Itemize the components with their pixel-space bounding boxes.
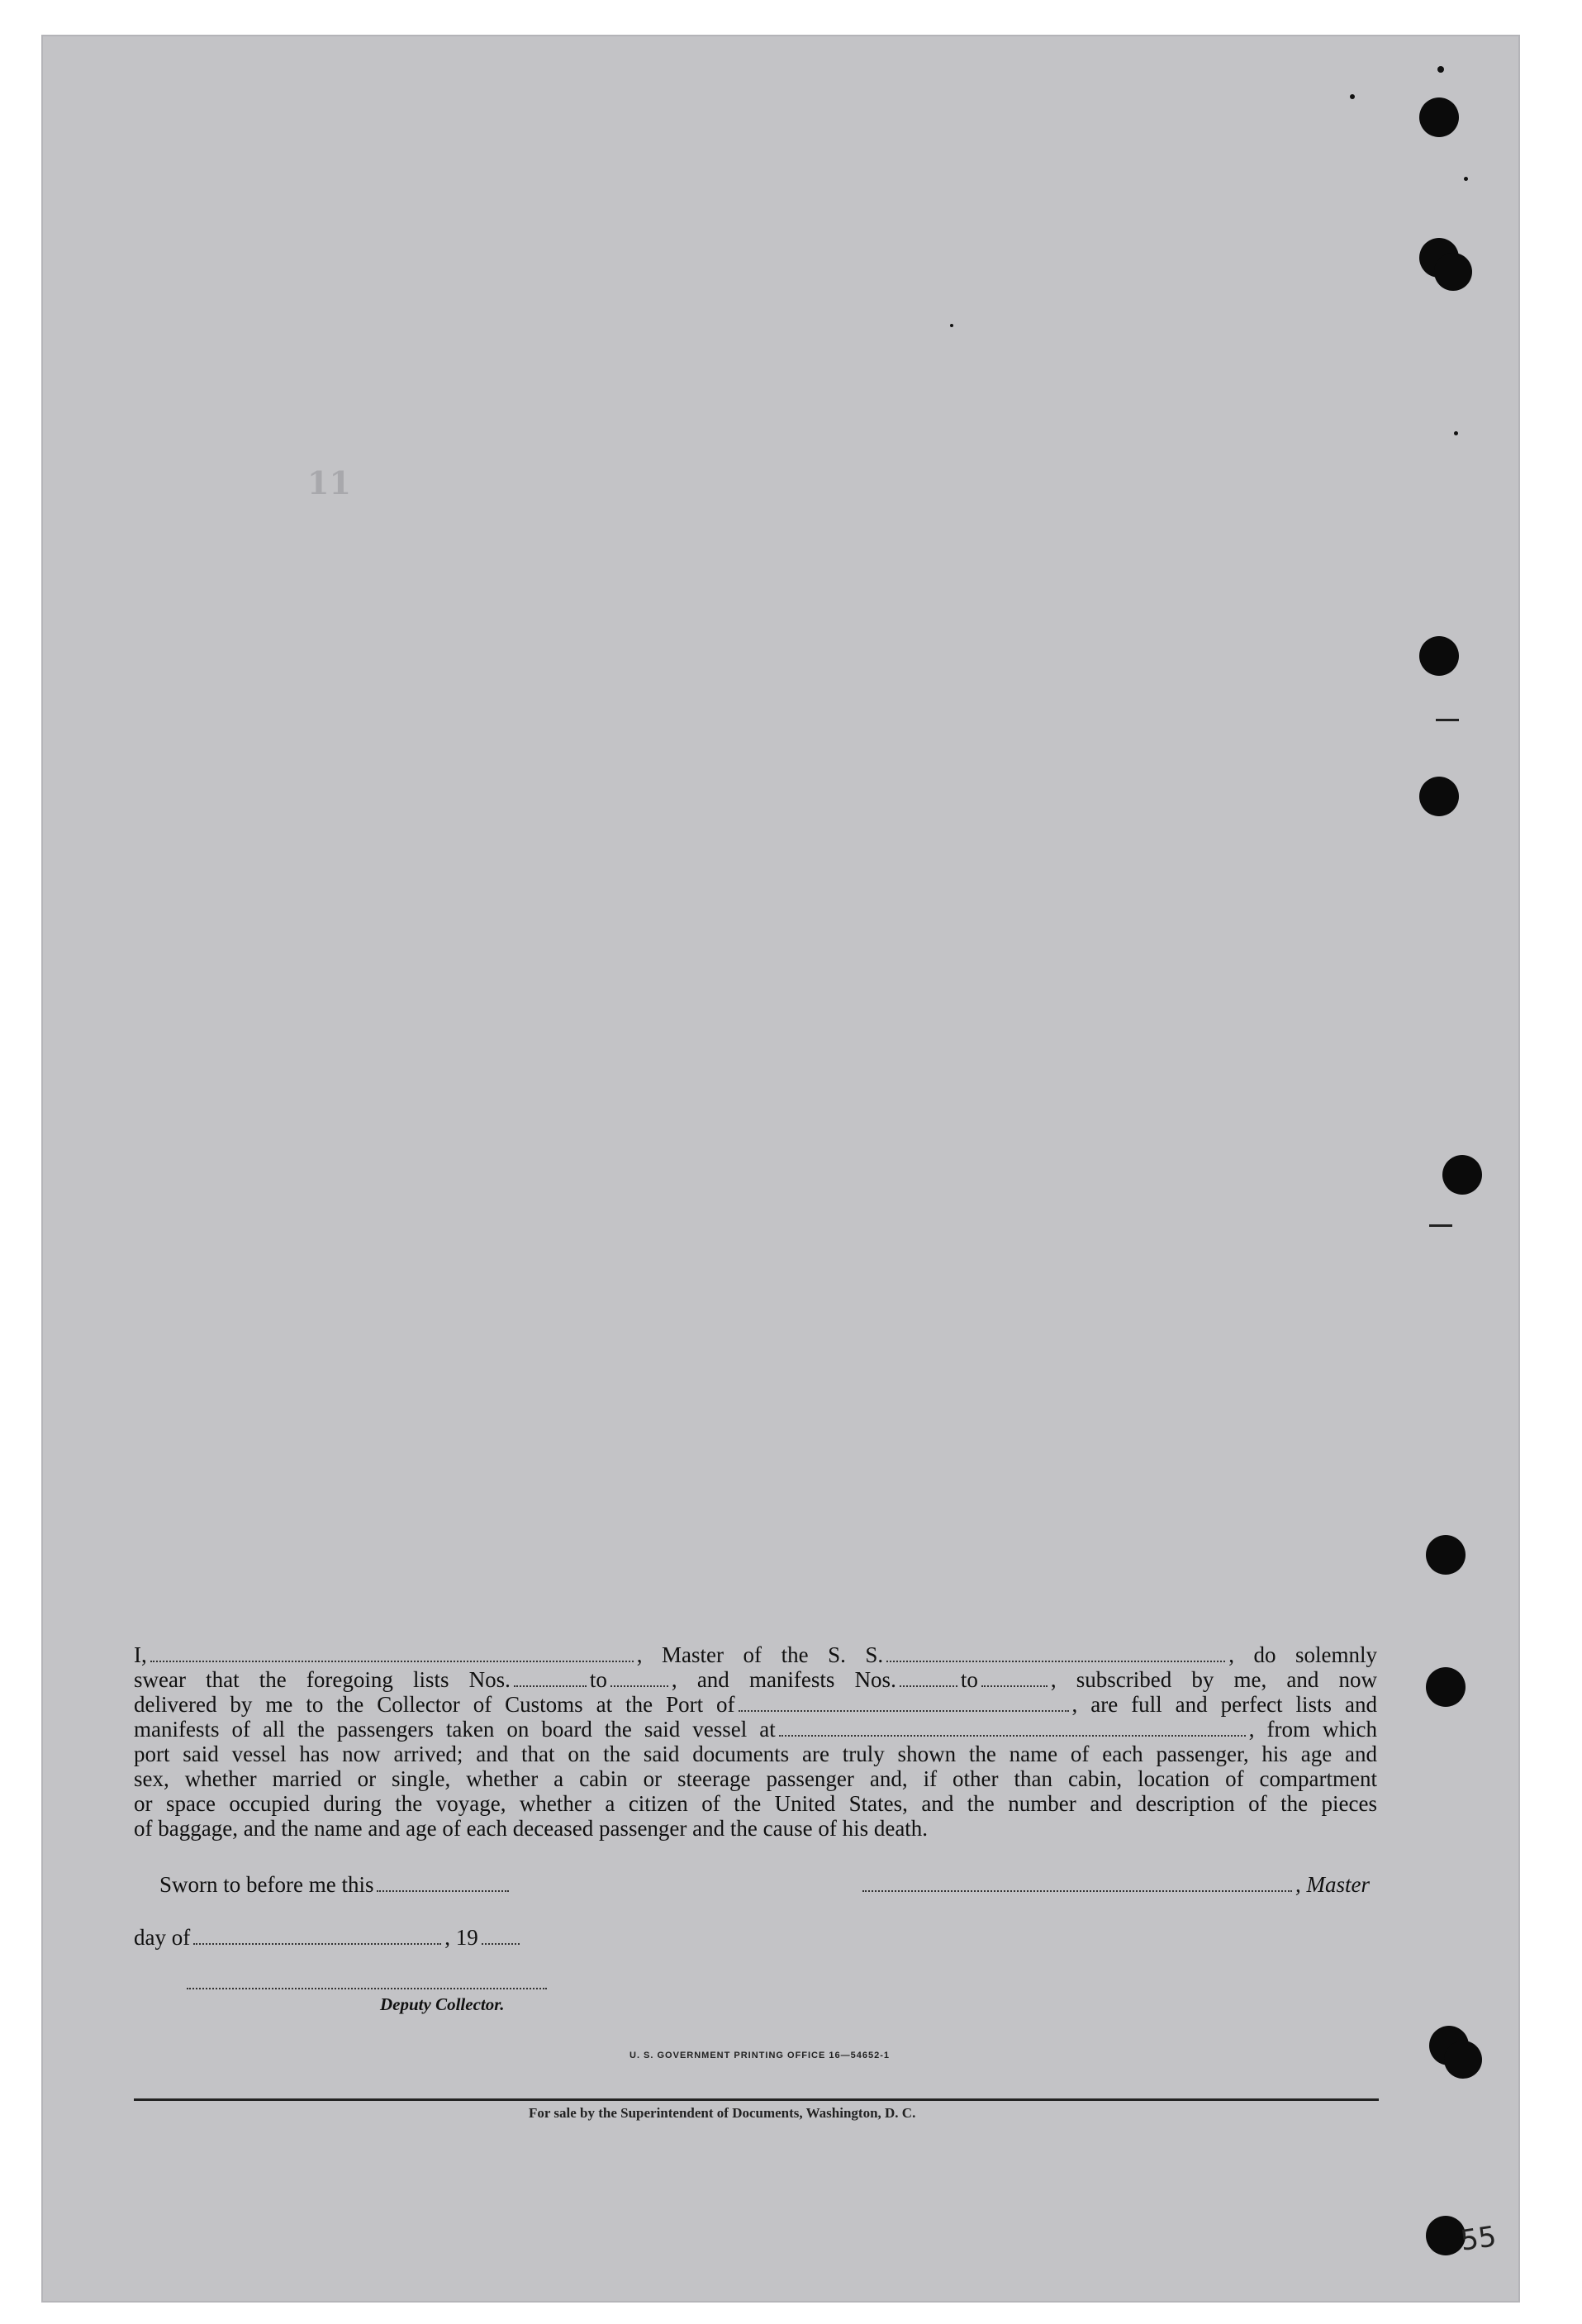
master-label: , Master [1295,1872,1370,1897]
sworn-label: Sworn to before me this [159,1872,374,1897]
manifests-to-blank [981,1669,1048,1687]
oath-line: of baggage, and the name and age of each deceased passenger and the cause of his death. [134,1816,929,1841]
edge-mark [1429,1224,1452,1227]
oath-text: , subscribed by me, and now [1050,1667,1378,1692]
punch-hole [1426,1535,1466,1575]
master-name-blank [150,1644,634,1662]
deputy-collector-label: Deputy Collector. [380,1994,505,2014]
oath-line [134,1642,1377,1667]
year-blank [482,1927,520,1945]
lists-from-blank [514,1669,587,1687]
master-signature-row [859,1872,1370,1898]
speck [1454,431,1458,435]
oath-text: , are full and perfect lists and [1071,1692,1377,1717]
oath-text: to [960,1667,978,1692]
sworn-date-blank [377,1874,509,1892]
day-of-label: day of [134,1925,191,1950]
oath-line: sex, whether married or single, whether a cabin or steerage passenger and, if other than cabin, location of compartment [134,1766,1377,1791]
deputy-signature-line [187,1986,547,1989]
oath-text: , and manifests Nos. [671,1667,896,1692]
punch-hole [1442,1155,1482,1195]
footer-rule [134,2098,1379,2101]
lists-to-blank [610,1669,668,1687]
master-signature-blank [862,1874,1292,1892]
punch-hole [1419,97,1459,137]
oath-line [134,1717,1377,1742]
oath-line: or space occupied during the voyage, whether a citizen of the United States, and the number and description of the pieces [134,1791,1377,1816]
oath-text: , Master of the S. S. [636,1642,884,1667]
oath-line [134,1692,1377,1717]
speck [950,324,953,327]
oath-text: to [589,1667,607,1692]
sale-notice: For sale by the Superintendent of Documents, Washington, D. C. [529,2105,916,2121]
oath-text: delivered by me to the Collector of Customs at the Port of [134,1692,735,1717]
embarkation-port-blank [779,1718,1246,1737]
manifest-sheet [41,35,1520,2303]
edge-mark [1436,719,1459,721]
oath-text: swear that the foregoing lists Nos. [134,1667,511,1692]
punch-hole-double [1429,2026,1469,2065]
punch-hole [1419,777,1459,816]
oath-text: , do solemnly [1228,1642,1378,1667]
punch-hole [1426,1667,1466,1707]
oath-line [134,1667,1377,1692]
month-blank [193,1927,441,1945]
faint-mark: 11 [307,464,351,501]
speck [1437,66,1444,73]
year-prefix: , 19 [444,1925,478,1950]
master-oath-paragraph [134,1642,1377,1841]
oath-line: port said vessel has now arrived; and that on the said documents are truly shown the name of each passenger, his age and [134,1742,1377,1766]
sworn-row [159,1872,512,1898]
manifests-from-blank [900,1669,957,1687]
vessel-name-blank [886,1644,1225,1662]
port-blank [739,1694,1069,1712]
printing-office-imprint: U. S. GOVERNMENT PRINTING OFFICE 16—54652-1 [629,2051,891,2060]
speck [1350,94,1355,99]
day-of-row [134,1925,523,1951]
oath-text: manifests of all the passengers taken on board the said vessel at [134,1717,776,1742]
punch-hole-double [1419,238,1459,278]
pencil-note: 55 [1458,2220,1499,2258]
punch-hole [1419,636,1459,676]
speck [1464,177,1468,181]
oath-text: , from which [1248,1717,1377,1742]
oath-text: I, [134,1642,147,1667]
